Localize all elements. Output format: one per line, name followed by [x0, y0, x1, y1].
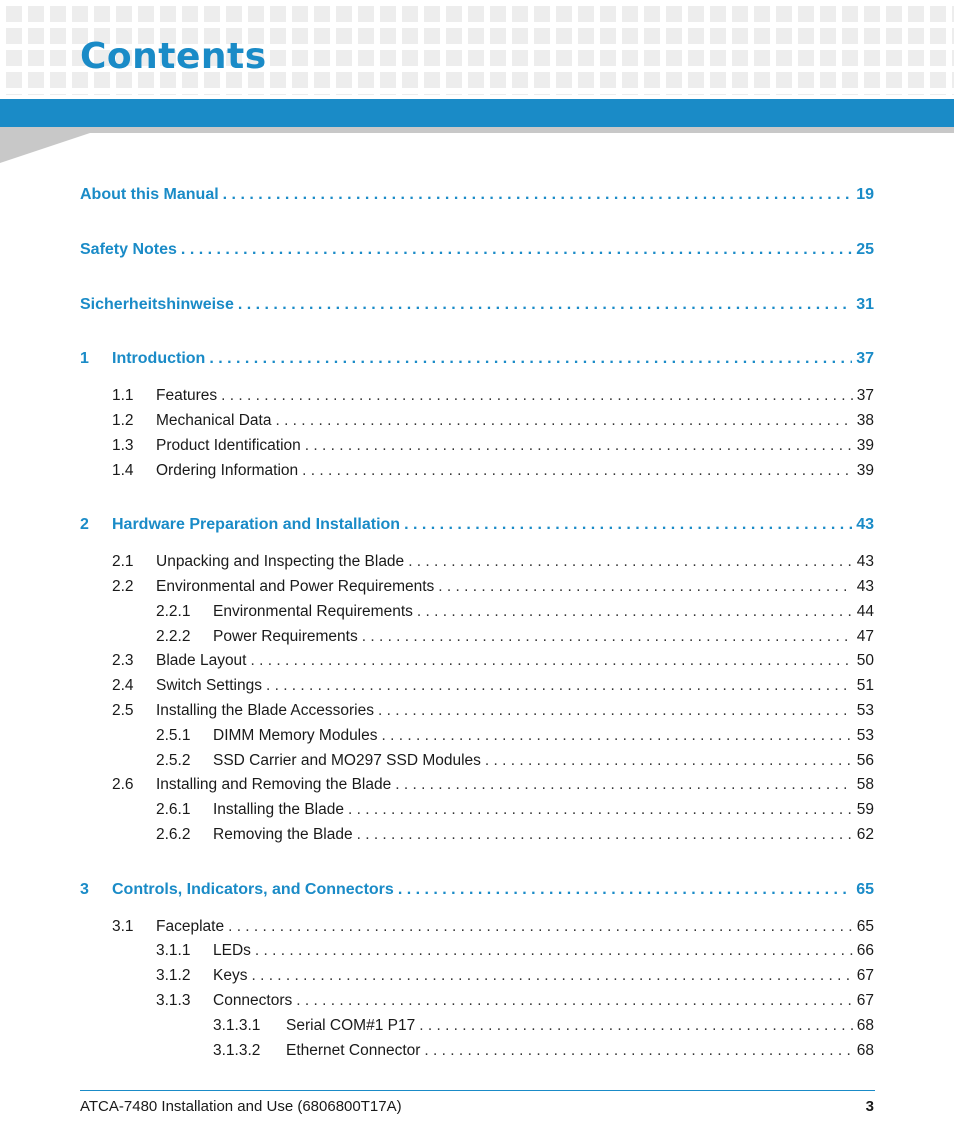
- toc-entry[interactable]: [80, 1039, 874, 1064]
- toc-leader-dots: [238, 293, 852, 318]
- toc-entry-number: 2.2.2: [156, 627, 191, 645]
- toc-entry-number: 2.4: [112, 677, 134, 695]
- toc-entry-title: Safety Notes: [80, 240, 177, 258]
- toc-entry[interactable]: [80, 798, 874, 823]
- toc-entry[interactable]: [80, 293, 874, 318]
- toc-entry-number: 2.2.1: [156, 602, 191, 620]
- toc-entry-title: Installing the Blade: [213, 801, 344, 819]
- toc-entry-page: 67: [856, 967, 874, 985]
- toc-leader-dots: [266, 674, 853, 699]
- toc-entry-page: 51: [856, 677, 874, 695]
- toc-entry[interactable]: [80, 575, 874, 600]
- toc-entry-title: Introduction: [112, 350, 206, 368]
- toc-entry-page: 65: [856, 880, 874, 898]
- toc-entry-title: Unpacking and Inspecting the Blade: [156, 553, 405, 571]
- toc-entry-page: 37: [856, 350, 874, 368]
- toc-entry-page: 59: [856, 801, 874, 819]
- toc-entry-title: Installing the Blade Accessories: [156, 701, 374, 719]
- toc-entry-number: 3.1.2: [156, 967, 191, 985]
- toc-entry-page: 25: [856, 240, 874, 258]
- toc-entry-page: 31: [856, 295, 874, 313]
- toc-leader-dots: [485, 749, 853, 774]
- toc-leader-dots: [348, 798, 853, 823]
- toc-entry[interactable]: [80, 1014, 874, 1039]
- toc-leader-dots: [398, 878, 852, 903]
- toc-entry[interactable]: [80, 238, 874, 263]
- toc-entry-page: 37: [856, 387, 874, 405]
- toc-entry-number: 3.1: [112, 917, 134, 935]
- toc-entry-title: SSD Carrier and MO297 SSD Modules: [213, 751, 481, 769]
- toc-entry[interactable]: [80, 674, 874, 699]
- toc-leader-dots: [305, 434, 853, 459]
- toc-entry[interactable]: [80, 600, 874, 625]
- toc-entry[interactable]: [80, 384, 874, 409]
- toc-entry-page: 39: [856, 436, 874, 454]
- toc-entry-number: 1.1: [112, 387, 134, 405]
- toc-entry[interactable]: [80, 915, 874, 940]
- toc-entry[interactable]: [80, 823, 874, 848]
- toc-leader-dots: [357, 823, 853, 848]
- toc-entry-title: Removing the Blade: [213, 825, 353, 843]
- toc-entry-page: 67: [856, 991, 874, 1009]
- toc-entry-title: Installing and Removing the Blade: [156, 776, 392, 794]
- toc-leader-dots: [419, 1014, 853, 1039]
- toc-entry-page: 68: [856, 1016, 874, 1034]
- toc-entry-page: 43: [856, 553, 874, 571]
- toc-entry-page: 65: [856, 917, 874, 935]
- toc-entry[interactable]: [80, 550, 874, 575]
- footer-document-title: ATCA-7480 Installation and Use (6806800T17A): [80, 1098, 402, 1115]
- toc-leader-dots: [221, 384, 853, 409]
- toc-entry-number: 2.5: [112, 701, 134, 719]
- toc-entry-page: 58: [856, 776, 874, 794]
- toc-entry[interactable]: [80, 625, 874, 650]
- toc-entry[interactable]: [80, 878, 874, 903]
- toc-leader-dots: [255, 939, 853, 964]
- toc-leader-dots: [209, 347, 852, 372]
- toc-entry-number: 1.2: [112, 411, 134, 429]
- toc-leader-dots: [438, 575, 852, 600]
- toc-entry-title: Keys: [213, 967, 248, 985]
- toc-entry-number: 3.1.3.1: [213, 1016, 261, 1034]
- toc-entry-page: 19: [856, 186, 874, 203]
- toc-entry-title: About this Manual: [80, 186, 219, 203]
- toc-entry-title: Environmental Requirements: [213, 602, 413, 620]
- toc-entry-page: 53: [856, 726, 874, 744]
- table-of-contents: [80, 183, 874, 1063]
- toc-entry-number: 1.3: [112, 436, 134, 454]
- toc-leader-dots: [296, 989, 852, 1014]
- toc-leader-dots: [382, 724, 853, 749]
- footer-page-number: 3: [865, 1098, 874, 1115]
- toc-entry-number: 2.1: [112, 553, 134, 571]
- header-grey-wedge: [0, 127, 954, 163]
- toc-entry-number: 2.2: [112, 577, 134, 595]
- toc-entry[interactable]: [80, 183, 874, 208]
- toc-entry[interactable]: [80, 939, 874, 964]
- toc-leader-dots: [181, 238, 852, 263]
- toc-leader-dots: [251, 649, 853, 674]
- toc-entry-page: 43: [856, 516, 874, 534]
- toc-entry-title: Environmental and Power Requirements: [156, 577, 435, 595]
- toc-entry-page: 43: [856, 577, 874, 595]
- toc-entry-title: Ethernet Connector: [286, 1041, 421, 1059]
- toc-entry-number: 1.4: [112, 461, 134, 479]
- toc-leader-dots: [302, 459, 853, 484]
- toc-leader-dots: [251, 964, 852, 989]
- toc-entry-title: Ordering Information: [156, 461, 299, 479]
- toc-leader-dots: [378, 699, 853, 724]
- page-title: Contents: [80, 36, 267, 77]
- toc-entry-number: 1: [80, 350, 89, 368]
- toc-entry[interactable]: [80, 964, 874, 989]
- toc-leader-dots: [275, 409, 852, 434]
- toc-leader-dots: [424, 1039, 852, 1064]
- toc-leader-dots: [362, 625, 853, 650]
- toc-entry-number: 2.5.2: [156, 751, 191, 769]
- toc-entry-page: 56: [856, 751, 874, 769]
- toc-entry-title: Sicherheitshinweise: [80, 295, 234, 313]
- toc-leader-dots: [404, 513, 852, 538]
- toc-entry-page: 68: [856, 1041, 874, 1059]
- toc-entry[interactable]: [80, 749, 874, 774]
- toc-entry-number: 2.6.2: [156, 825, 191, 843]
- toc-entry-number: 2.5.1: [156, 726, 191, 744]
- toc-entry-page: 62: [856, 825, 874, 843]
- toc-entry-page: 44: [856, 602, 874, 620]
- toc-entry-page: 39: [856, 461, 874, 479]
- toc-entry-title: Hardware Preparation and Installation: [112, 516, 401, 534]
- toc-entry-page: 53: [856, 701, 874, 719]
- toc-leader-dots: [223, 183, 853, 208]
- toc-entry-title: DIMM Memory Modules: [213, 726, 378, 744]
- toc-entry-title: Faceplate: [156, 917, 225, 935]
- toc-entry[interactable]: [80, 409, 874, 434]
- toc-entry-number: 3: [80, 880, 89, 898]
- toc-entry-number: 2.6.1: [156, 801, 191, 819]
- toc-entry[interactable]: [80, 513, 874, 538]
- toc-entry-title: Product Identification: [156, 436, 301, 454]
- toc-entry-title: Blade Layout: [156, 652, 247, 670]
- footer-divider: [80, 1090, 875, 1091]
- toc-entry-page: 50: [856, 652, 874, 670]
- toc-leader-dots: [417, 600, 853, 625]
- toc-entry-number: 2: [80, 516, 89, 534]
- toc-entry-title: Serial COM#1 P17: [286, 1016, 416, 1034]
- toc-entry-number: 3.1.1: [156, 942, 191, 960]
- toc-entry-title: Power Requirements: [213, 627, 358, 645]
- toc-entry-title: Switch Settings: [156, 677, 262, 695]
- toc-entry[interactable]: [80, 649, 874, 674]
- toc-entry[interactable]: [80, 724, 874, 749]
- toc-entry-title: Mechanical Data: [156, 411, 272, 429]
- toc-entry-title: Controls, Indicators, and Connectors: [112, 880, 394, 898]
- toc-entry-title: Connectors: [213, 991, 293, 1009]
- toc-entry[interactable]: [80, 699, 874, 724]
- toc-entry-page: 66: [856, 942, 874, 960]
- toc-entry[interactable]: [80, 347, 874, 372]
- toc-entry-number: 2.6: [112, 776, 134, 794]
- toc-entry[interactable]: [80, 773, 874, 798]
- toc-entry[interactable]: [80, 989, 874, 1014]
- toc-entry-page: 47: [856, 627, 874, 645]
- toc-entry[interactable]: [80, 459, 874, 484]
- toc-entry-title: LEDs: [213, 942, 251, 960]
- toc-leader-dots: [228, 915, 853, 940]
- toc-leader-dots: [408, 550, 853, 575]
- toc-entry-title: Features: [156, 387, 218, 405]
- toc-entry-page: 38: [856, 411, 874, 429]
- toc-entry-number: 3.1.3: [156, 991, 191, 1009]
- toc-leader-dots: [395, 773, 853, 798]
- toc-entry-number: 3.1.3.2: [213, 1041, 261, 1059]
- toc-entry-number: 2.3: [112, 652, 134, 670]
- header-blue-band: [0, 99, 954, 127]
- toc-entry[interactable]: [80, 434, 874, 459]
